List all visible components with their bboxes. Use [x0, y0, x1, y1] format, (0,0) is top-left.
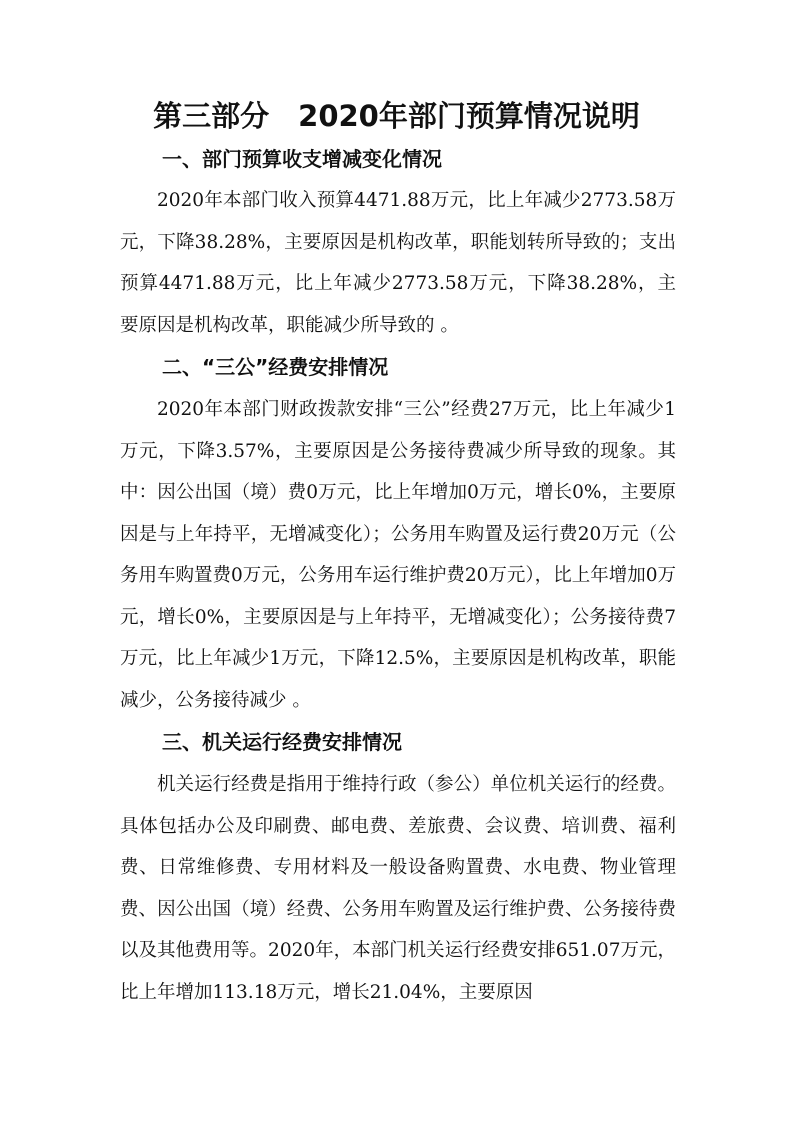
page-title: 第三部分 2020年部门预算情况说明 — [153, 99, 640, 133]
section-paragraph-three-public-expenses: 2020年本部门财政拨款安排“三公”经费27万元，比上年减少1万元，下降3.57%，主要原因是公务接待费减少所导致的现象。其中：因公出国（境）费0万元，比上年增加0万元，增长0%，主要原因是与上年持平，无增减变化）；公务用车购置及运行费20万元（公务用车购置费0万元，公务用车运行维护费20万元），比上年增加0万元，增长0%，主要原因是与上年持平，无增减变化）；公务接待费7万元，比上年减少1万元，下降12.5%，主要原因是机构改革，职能减少，公务接待减少 。 — [120, 399, 676, 711]
section-paragraph-operating-expenses: 机关运行经费是指用于维持行政（参公）单位机关运行的经费。具体包括办公及印刷费、邮电费、差旅费、会议费、培训费、福利费、日常维修费、专用材料及一般设备购置费、水电费、物业管理费、因公出国（境）经费、公务用车购置及运行维护费、公务接待费以及其他费用等。2020年，本部门机关运行经费安排651.07万元，比上年增加113.18万元，增长21.04%，主要原因 — [120, 774, 676, 1003]
section-heading-three-public-expenses: 二、“三公”经费安排情况 — [162, 355, 389, 379]
section-heading-operating-expenses: 三、机关运行经费安排情况 — [162, 730, 402, 754]
section-paragraph-budget-changes: 2020年本部门收入预算4471.88万元，比上年减少2773.58万元，下降38.28%，主要原因是机构改革，职能划转所导致的；支出预算4471.88万元，比上年减少2773.58万元，下降38.28%，主要原因是机构改革，职能减少所导致的 。 — [120, 190, 676, 336]
section-heading-budget-changes: 一、部门预算收支增减变化情况 — [162, 147, 442, 171]
